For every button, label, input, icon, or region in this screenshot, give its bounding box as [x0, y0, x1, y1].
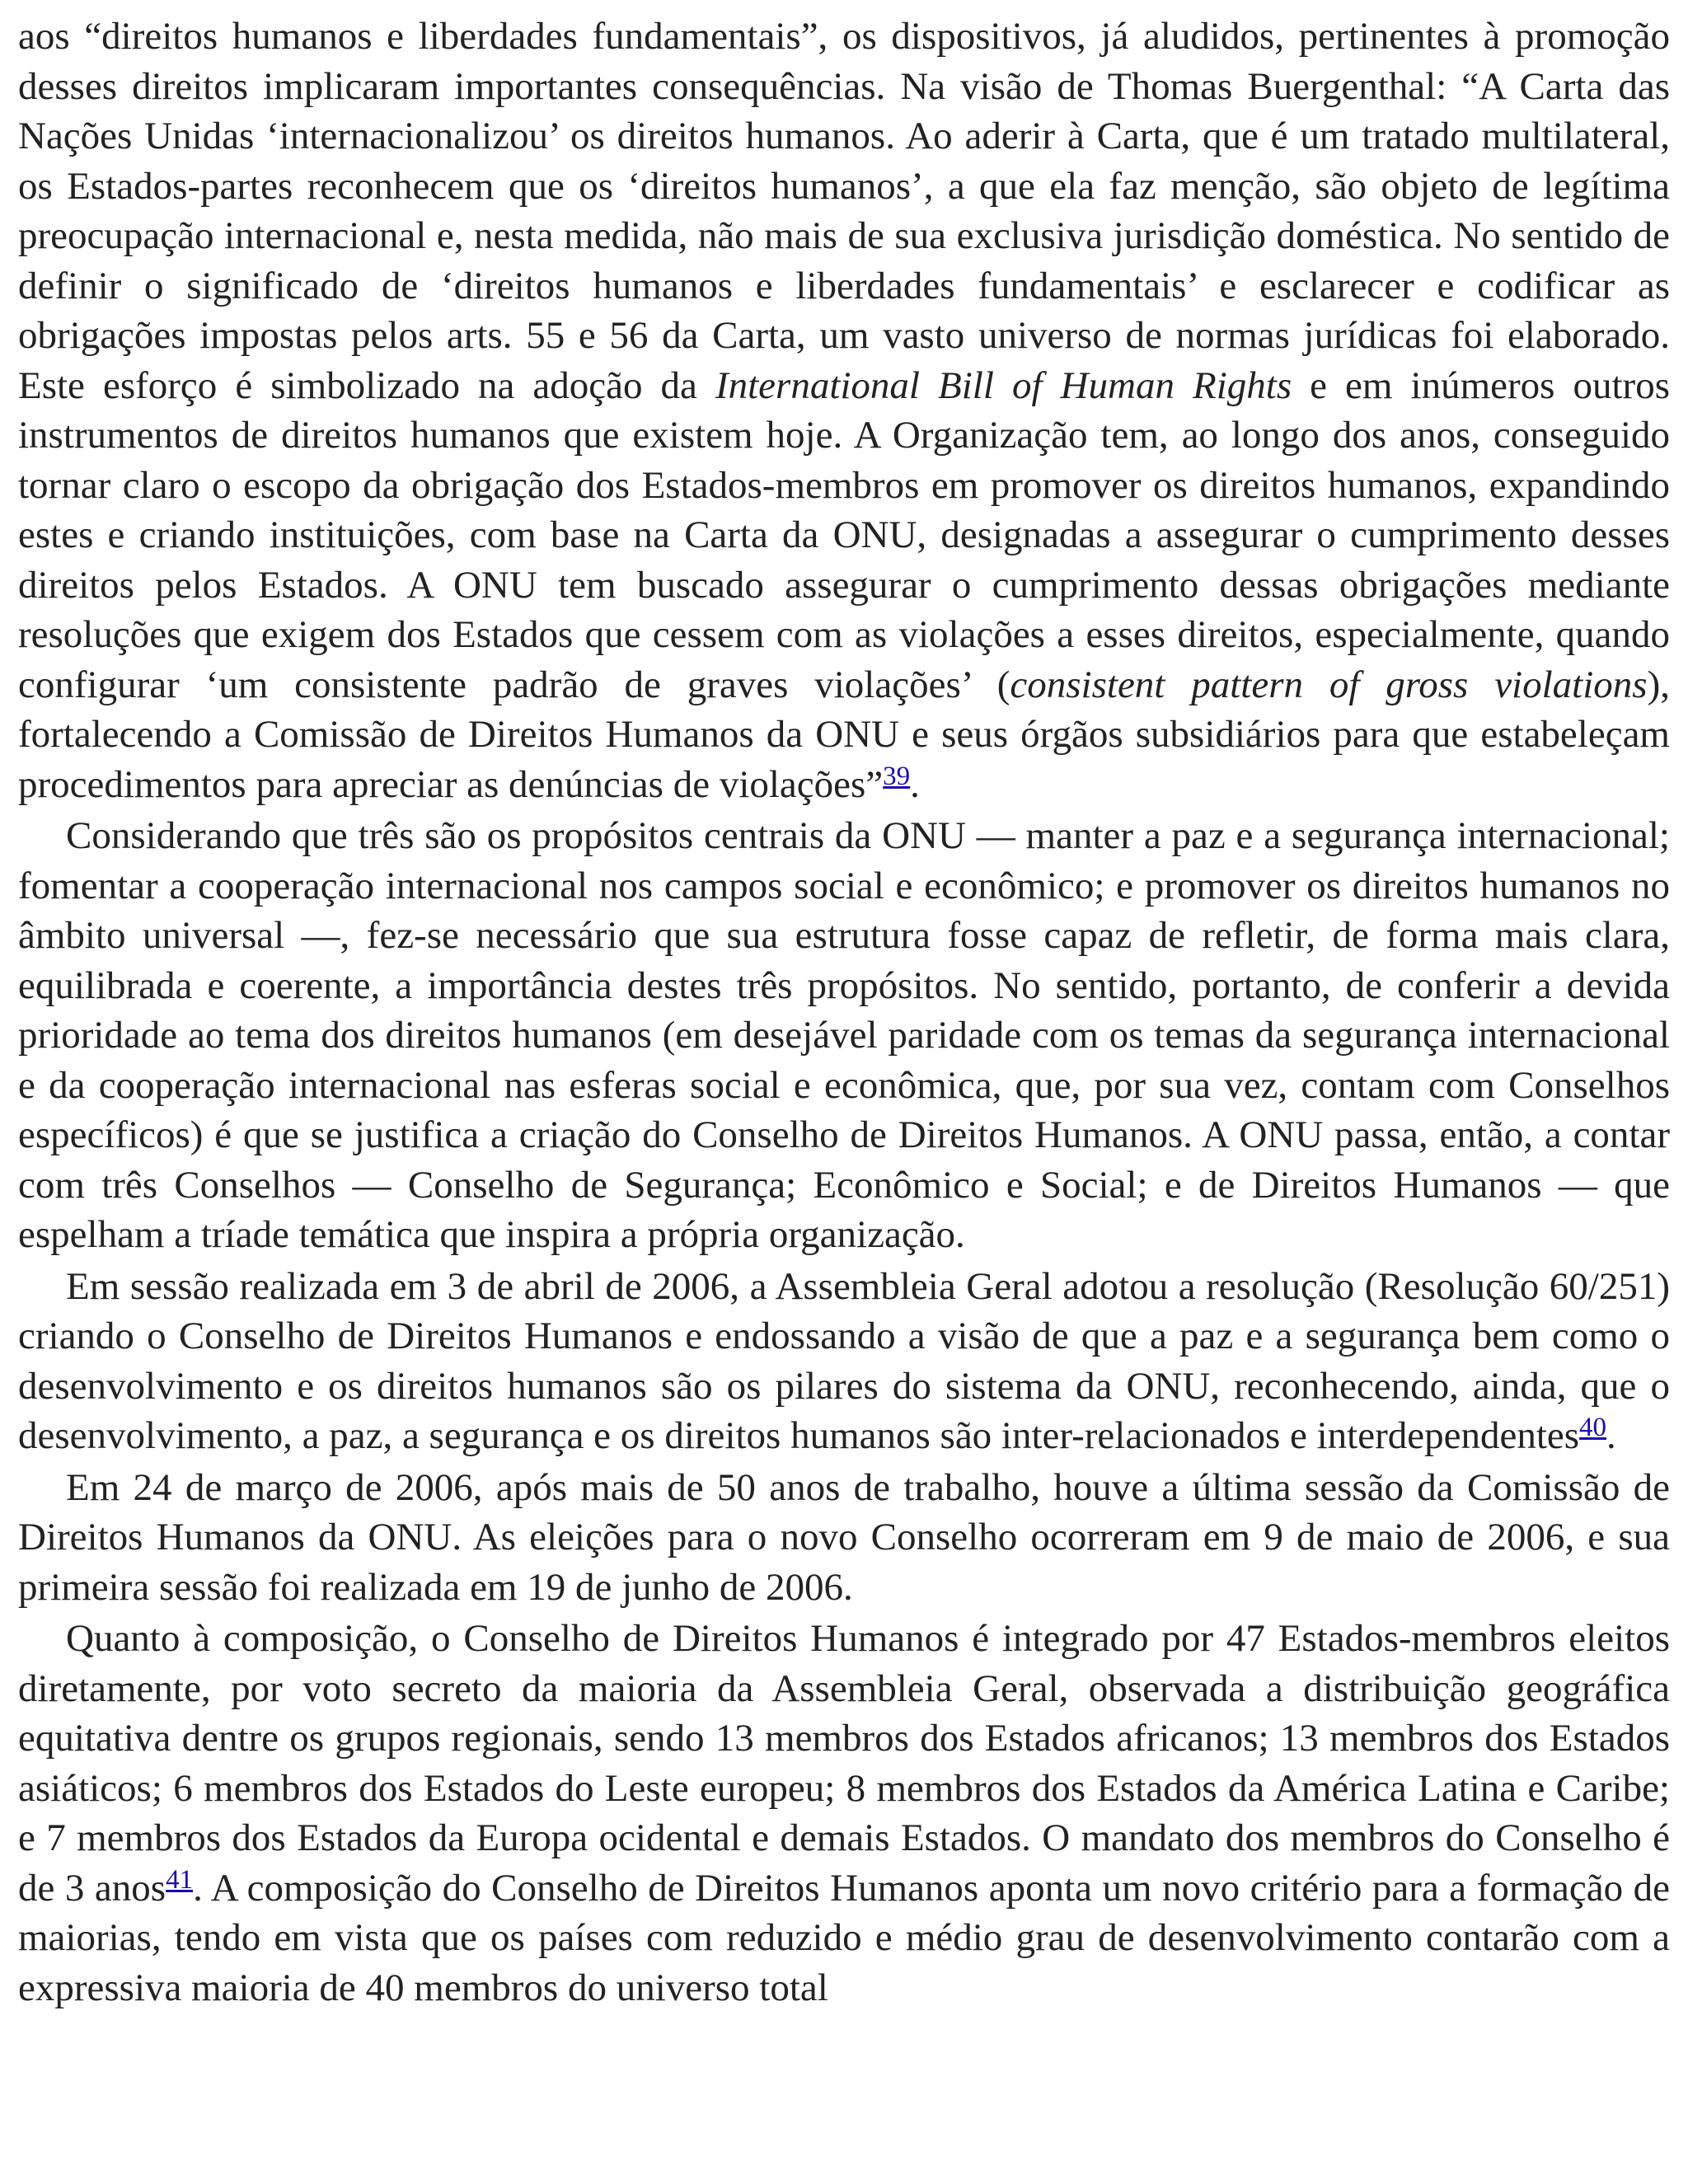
- text-segment: Quanto à composição, o Conselho de Direitos Humanos é integrado por 47 Estados-membros eleitos diretamente, por voto secreto da maioria da Assembleia Geral, observada a distribuição geográfica equitativa dentre os grupos regionais, sendo 13 membros dos Estados africanos; 13 membros dos Estados asiáticos; 6 membros dos Estados do Leste europeu; 8 membros dos Estados da América Latina e Caribe; e 7 membros dos Estados da Europa ocidental e demais Estados. O mandato dos membros do Conselho é de 3 anos: [18, 1617, 1670, 1910]
- paragraph-4: [18, 1463, 1670, 1613]
- italic-phrase: consistent pattern of gross violations: [1010, 663, 1648, 706]
- paragraph-3: [18, 1262, 1670, 1461]
- text-segment: .: [1606, 1414, 1616, 1457]
- text-segment: Em 24 de março de 2006, após mais de 50 anos de trabalho, houve a última sessão da Comissão de Direitos Humanos da ONU. As eleições para o novo Conselho ocorreram em 9 de maio de 2006, e sua primeira sessão foi realizada em 19 de junho de 2006.: [18, 1465, 1670, 1609]
- footnote-link-40[interactable]: 40: [1579, 1413, 1607, 1442]
- paragraph-1: [18, 12, 1670, 809]
- paragraph-5: [18, 1614, 1670, 2013]
- text-segment: aos “direitos humanos e liberdades fundamentais”, os dispositivos, já aludidos, pertinentes à promoção desses direitos implicaram importantes consequências. Na visão de Thomas Buergenthal: “A Carta das Nações Unidas ‘internacionalizou’ os direitos humanos. Ao aderir à Carta, que é um tratado multilateral, os Estados-partes reconhecem que os ‘direitos humanos’, a que ela faz menção, são objeto de legítima preocupação internacional e, nesta medida, não mais de sua exclusiva jurisdição doméstica. No sentido de definir o significado de ‘direitos humanos e liberdades fundamentais’ e esclarecer e codificar as obrigações impostas pelos arts. 55 e 56 da Carta, um vasto universo de normas jurídicas foi elaborado. Este esforço é simbolizado na adoção da: [18, 15, 1670, 407]
- footnote-link-39[interactable]: 39: [883, 761, 911, 791]
- text-segment: . A composição do Conselho de Direitos Humanos aponta um novo critério para a formação de maiorias, tendo em vista que os países com reduzido e médio grau de desenvolvimento contarão com a expressiva maioria de 40 membros do universo total: [18, 1866, 1670, 2009]
- text-segment: ), fortalecendo a Comissão de Direitos Humanos da ONU e seus órgãos subsidiários para que estabeleçam procedimentos para apreciar as denúncias de violações”: [18, 663, 1670, 806]
- footnote-link-41[interactable]: 41: [166, 1864, 194, 1895]
- text-segment: e em inúmeros outros instrumentos de direitos humanos que existem hoje. A Organização tem, ao longo dos anos, conseguido tornar claro o escopo da obrigação dos Estados-membros em promover os direitos humanos, expandindo estes e criando instituições, com base na Carta da ONU, designadas a assegurar o cumprimento desses direitos pelos Estados. A ONU tem buscado assegurar o cumprimento dessas obrigações mediante resoluções que exigem dos Estados que cessem com as violações a esses direitos, especialmente, quando configurar ‘um consistente padrão de graves violações’ (: [18, 363, 1670, 706]
- paragraph-2: [18, 811, 1670, 1260]
- text-segment: .: [910, 762, 920, 806]
- text-segment: Considerando que três são os propósitos centrais da ONU — manter a paz e a segurança internacional; fomentar a cooperação internacional nos campos social e econômico; e promover os direitos humanos no âmbito universal —, fez-se necessário que sua estrutura fosse capaz de refletir, de forma mais clara, equilibrada e coerente, a importância destes três propósitos. No sentido, portanto, de conferir a devida prioridade ao tema dos direitos humanos (em desejável paridade com os temas da segurança internacional e da cooperação internacional nas esferas social e econômica, que, por sua vez, contam com Conselhos específicos) é que se justifica a criação do Conselho de Direitos Humanos. A ONU passa, então, a contar com três Conselhos — Conselho de Segurança; Econômico e Social; e de Direitos Humanos — que espelham a tríade temática que inspira a própria organização.: [18, 814, 1670, 1256]
- italic-title: International Bill of Human Rights: [715, 363, 1292, 407]
- text-segment: Em sessão realizada em 3 de abril de 2006, a Assembleia Geral adotou a resolução (Resolução 60/251) criando o Conselho de Direitos Humanos e endossando a visão de que a paz e a segurança bem como o desenvolvimento e os direitos humanos são os pilares do sistema da ONU, reconhecendo, ainda, que o desenvolvimento, a paz, a segurança e os direitos humanos são inter-relacionados e interdependentes: [18, 1264, 1670, 1457]
